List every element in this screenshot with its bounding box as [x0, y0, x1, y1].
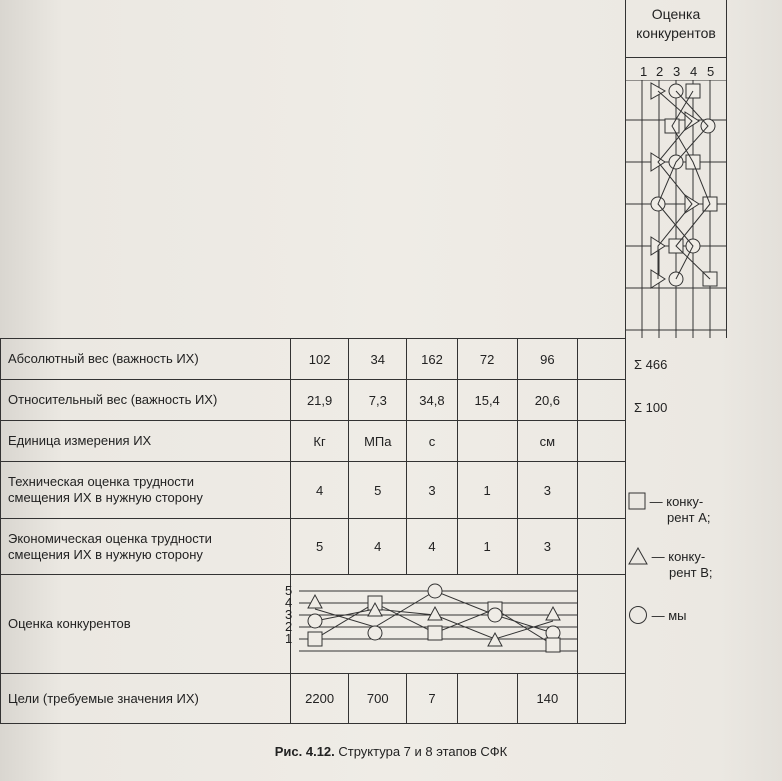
row-label: Относительный вес (важность ИХ)	[1, 380, 291, 421]
row-label: Цели (требуемые значения ИХ)	[1, 674, 291, 724]
empty-cell	[578, 339, 626, 380]
cell: 20,6	[517, 380, 577, 421]
table-row	[1, 380, 626, 421]
scale-4: 4	[690, 64, 698, 79]
cell: Кг	[291, 421, 349, 462]
cell: 1	[457, 519, 517, 575]
cell: 4	[407, 519, 457, 575]
competitor-scale-numbers	[625, 58, 727, 80]
sum-absolute: Σ 466	[634, 357, 668, 372]
row-label-line1: Техническая оценка трудности	[8, 474, 195, 489]
cell: 5	[349, 462, 407, 519]
row-label: Абсолютный вес (важность ИХ)	[1, 339, 291, 380]
cell: см	[517, 421, 577, 462]
cell: 700	[349, 674, 407, 724]
table-row	[1, 339, 626, 380]
legend-a-text2: рент А;	[667, 510, 711, 525]
scale-2: 2	[656, 64, 664, 79]
cell: 96	[517, 339, 577, 380]
cell: 1	[457, 462, 517, 519]
cell: 5	[291, 519, 349, 575]
table-row	[1, 519, 626, 575]
figure-caption	[0, 744, 782, 759]
square-icon	[628, 492, 646, 510]
triangle-icon	[628, 547, 648, 565]
cell	[457, 421, 517, 462]
scale-1: 1	[640, 64, 648, 79]
scale-label: 4	[285, 595, 293, 610]
legend-b-text2: рент В;	[669, 565, 713, 580]
row-label	[1, 519, 291, 575]
scale-label: 3	[285, 607, 293, 622]
cell: 34,8	[407, 380, 457, 421]
scale-5: 5	[707, 64, 715, 79]
table-row	[1, 674, 626, 724]
empty-cell	[578, 421, 626, 462]
scale-label: 1	[285, 631, 293, 646]
circle-icon	[628, 605, 648, 625]
cell: 2200	[291, 674, 349, 724]
cell: 34	[349, 339, 407, 380]
competitor-profile-chart	[291, 575, 577, 673]
cell	[457, 674, 517, 724]
cell: 21,9	[291, 380, 349, 421]
row-label-line1: Экономическая оценка трудности	[8, 530, 212, 546]
table-row	[1, 575, 626, 674]
empty-cell	[578, 519, 626, 575]
row-label: Единица измерения ИХ	[1, 421, 291, 462]
cell: 162	[407, 339, 457, 380]
empty-cell	[578, 380, 626, 421]
row-label-line2: смещения ИХ в нужную сторону	[8, 546, 203, 562]
cell: 7	[407, 674, 457, 724]
cell: 3	[517, 462, 577, 519]
table-row	[1, 462, 626, 519]
scale-3: 3	[673, 64, 681, 79]
scale-label: 5	[285, 583, 293, 598]
caption-number: Рис. 4.12.	[274, 744, 335, 759]
legend-competitor-b	[628, 547, 713, 581]
row-label	[1, 462, 291, 519]
cell: 7,3	[349, 380, 407, 421]
legend-competitor-a	[628, 492, 711, 526]
cell: 3	[407, 462, 457, 519]
competitor-profile-grid	[625, 80, 727, 338]
row-label-text: Оценка конкурентов	[8, 616, 131, 631]
cell: 4	[291, 462, 349, 519]
cell: 4	[349, 519, 407, 575]
empty-cell	[578, 674, 626, 724]
cell: 140	[517, 674, 577, 724]
legend-us	[628, 605, 687, 625]
cell: МПа	[349, 421, 407, 462]
row-label	[1, 575, 291, 674]
competitor-evaluation-header	[625, 0, 727, 58]
header-line1: Оценка	[651, 6, 701, 22]
cell: 102	[291, 339, 349, 380]
cell: с	[407, 421, 457, 462]
cell: 3	[517, 519, 577, 575]
empty-cell	[578, 575, 626, 674]
empty-cell	[578, 462, 626, 519]
sum-relative: Σ 100	[634, 400, 668, 415]
header-line2: конкурентов	[636, 25, 716, 41]
competitor-profile-cell	[291, 575, 578, 674]
house-of-quality-table	[0, 338, 626, 724]
scale-label: 2	[285, 619, 293, 634]
legend-a-text: — конку-	[649, 494, 704, 509]
legend-c-text: — мы	[651, 608, 687, 623]
legend-b-text: — конку-	[651, 549, 706, 564]
table-row	[1, 421, 626, 462]
cell: 72	[457, 339, 517, 380]
cell: 15,4	[457, 380, 517, 421]
row-label-line2: смещения ИХ в нужную сторону	[8, 490, 203, 505]
caption-text: Структура 7 и 8 этапов СФК	[334, 744, 508, 759]
